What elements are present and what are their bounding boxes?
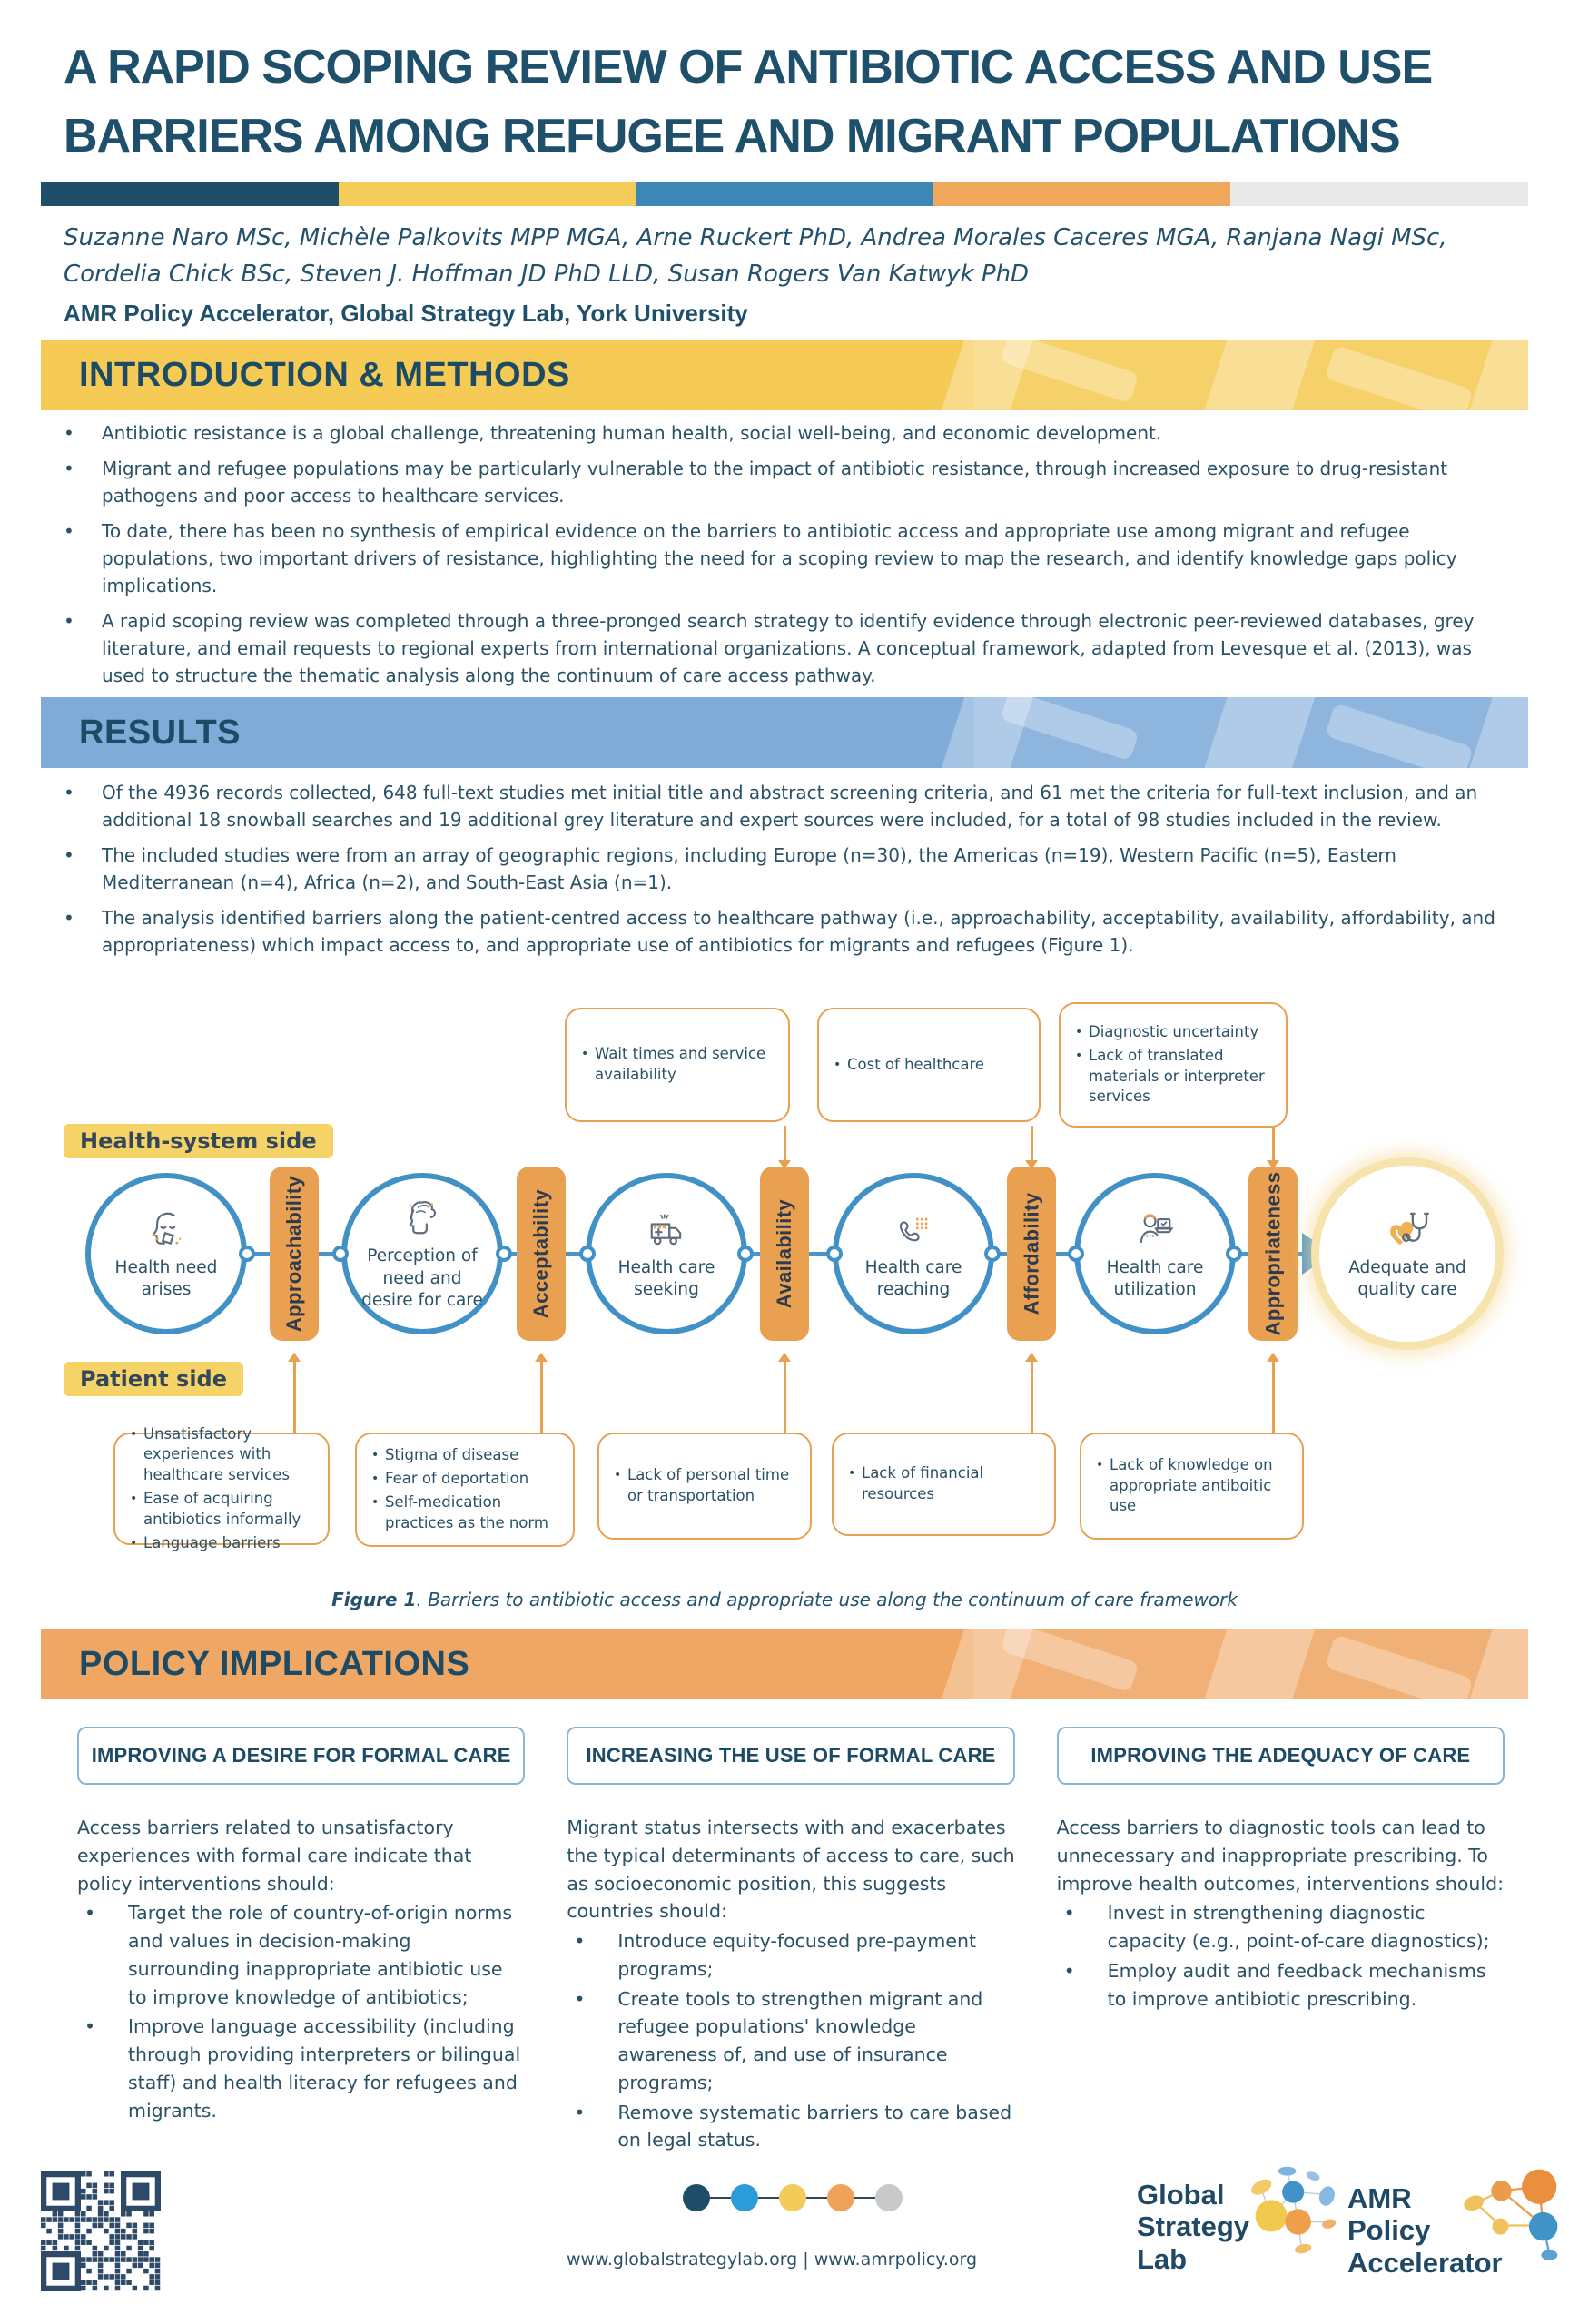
dot-blue: [731, 2184, 758, 2211]
callout-appropriateness-system: [1059, 1002, 1288, 1128]
policy-bullet: • Introduce equity-focused pre-payment programs;: [567, 1927, 1014, 1984]
footer: [0, 2142, 1569, 2324]
policy-bullet: • Target the role of country-of-origin norms and values in decision-making surrounding inappropriate antibiotic use to improve knowledge of antibiotics;: [77, 1899, 525, 2011]
arrow-up-icon: [540, 1354, 543, 1434]
stage-health-care-reaching: [833, 1173, 994, 1334]
sneeze-icon: [143, 1206, 190, 1254]
arrow-up-icon: [1272, 1354, 1275, 1434]
callout-item: • Wait times and service availability: [579, 1044, 775, 1086]
stage-label: Health need arises: [114, 1257, 218, 1299]
phone-dial-icon: [890, 1206, 937, 1254]
figure-caption-label: Figure 1: [331, 1589, 417, 1610]
section-title-policy: POLICY IMPLICATIONS: [79, 1644, 470, 1683]
arrow-down-icon: [1272, 1126, 1275, 1167]
dot-gray: [875, 2184, 903, 2211]
policy-bullet: • Invest in strengthening diagnostic capacity (e.g., point-of-care diagnostics);: [1057, 1899, 1505, 1955]
bar-yellow: [339, 182, 636, 206]
stage-health-need-arises: [85, 1173, 247, 1334]
connector-node: [332, 1246, 349, 1262]
policy-column-intro: Access barriers to diagnostic tools can lead to unnecessary and inappropriate prescribing. To improve health outcomes, interventions should:: [1056, 1817, 1504, 1895]
policy-column-intro: Migrant status intersects with and exacerbates the typical determinants of access to care, such as socioeconomic position, this suggests countries should:: [567, 1817, 1015, 1923]
policy-column-header: IMPROVING A DESIRE FOR FORMAL CARE: [77, 1727, 525, 1785]
policy-column-use: [567, 1727, 1014, 2154]
results-bullet: • The analysis identified barriers along the patient-centred access to healthcare pathway (i.e., approachability, acceptability, availability, affordability, and appropriateness) which impact access to, and appropriate use of antibiotics for migrants and refugees (Figure 1).: [54, 904, 1516, 959]
affiliation: AMR Policy Accelerator, Global Strategy Lab, York University: [64, 300, 748, 327]
figure-caption-text: . Barriers to antibiotic access and appropriate use along the continuum of care framework: [416, 1589, 1238, 1610]
callout-item: • Lack of knowledge on appropriate antiboitic use: [1094, 1455, 1289, 1517]
callout-acceptability-patient: [355, 1433, 575, 1547]
stage-health-care-seeking: [586, 1173, 747, 1334]
patient-side-label: Patient side: [64, 1362, 243, 1396]
section-title-intro: INTRODUCTION & METHODS: [79, 355, 570, 394]
person-laptop-icon: [1131, 1206, 1179, 1254]
stage-health-care-utilization: [1074, 1173, 1236, 1334]
bar-blue: [636, 182, 933, 206]
bar-gray: [1230, 182, 1528, 206]
health-system-side-label: Health-system side: [64, 1124, 333, 1158]
amr-logo-text: AMR: [1347, 2182, 1412, 2214]
arrow-up-icon: [1031, 1354, 1033, 1434]
callout-item: • Unsatisfactory experiences with healthcare services: [128, 1424, 315, 1486]
results-bullet: • Of the 4936 records collected, 648 full-text studies met initial title and abstract screening criteria, and 61 met the criteria for full-text inclusion, and an additional 18 snowball searches and 19 additional grey literature and expert sources were included, for a total of 98 studies included in the review.: [54, 779, 1516, 833]
results-bullet: • The included studies were from an array of geographic regions, including Europe (n=30), the Americas (n=19), Western Pacific (n=5), Eastern Mediterranean (n=4), Africa (n=2), and South-East Asia (n=1).: [54, 842, 1516, 896]
stage-label: Adequate and quality care: [1348, 1257, 1466, 1299]
callout-item: • Language barriers: [128, 1533, 315, 1554]
dot-navy: [683, 2184, 710, 2211]
connector-node: [579, 1246, 596, 1262]
callout-approachability-patient: [113, 1424, 330, 1551]
amr-network-icon: [1456, 2164, 1563, 2262]
policy-bullet: • Create tools to strengthen migrant and refugee populations' knowledge awareness of, and use of insurance programs;: [567, 1985, 1014, 2097]
arrow-down-icon: [784, 1126, 786, 1167]
callout-item: • Lack of financial resources: [846, 1463, 1041, 1505]
stage-adequate-quality-care: [1311, 1157, 1504, 1350]
gsl-logo-text: Strategy: [1137, 2211, 1250, 2243]
stage-label: Perception of need and desire for care: [361, 1246, 483, 1311]
qr-code: [41, 2171, 161, 2291]
callout-item: • Lack of personal time or transportation: [612, 1465, 797, 1507]
callout-item: • Lack of translated materials or interpreter services: [1073, 1046, 1273, 1108]
policy-column-header: INCREASING THE USE OF FORMAL CARE: [567, 1727, 1014, 1785]
arrow-down-icon: [1031, 1126, 1033, 1167]
dot-yellow: [779, 2184, 806, 2211]
callout-item: • Diagnostic uncertainty: [1073, 1022, 1273, 1043]
results-bullet-list: [54, 779, 1516, 967]
callout-availability-patient: [597, 1433, 812, 1540]
callout-item: • Ease of acquiring antibiotics informally: [128, 1489, 315, 1531]
policy-columns: [77, 1727, 1505, 2154]
intro-bullet: • Antibiotic resistance is a global challenge, threatening human health, social well-being, and economic development.: [54, 419, 1516, 447]
ambulance-icon: [643, 1206, 690, 1254]
authors-line-1: Suzanne Naro MSc, Michèle Palkovits MPP MGA, Arne Ruckert PhD, Andrea Morales Caceres MGA, Ranjana Nagi MSc,: [64, 224, 1447, 251]
connector-node: [826, 1246, 843, 1262]
arrow-up-icon: [784, 1354, 786, 1434]
connector-node: [496, 1246, 512, 1262]
figure-1-diagram: [0, 999, 1569, 1634]
connector-node: [1068, 1246, 1084, 1262]
footer-urls: www.globalstrategylab.org | www.amrpolicy.org: [566, 2250, 978, 2270]
section-banner-results: [41, 697, 1528, 768]
gsl-globe-icon: [1240, 2164, 1342, 2259]
intro-bullet: • Migrant and refugee populations may be particularly vulnerable to the impact of antibiotic resistance, through increased exposure to drug-resistant pathogens and poor access to healthcare services.: [54, 455, 1516, 509]
connector-node: [1226, 1246, 1242, 1262]
pill-acceptability: Acceptability: [517, 1167, 566, 1341]
heart-stethoscope-icon: [1382, 1206, 1433, 1254]
callout-item: • Cost of healthcare: [832, 1055, 1026, 1076]
stage-perception-of-need: [341, 1173, 503, 1334]
intro-bullet-list: [54, 419, 1516, 697]
policy-column-desire: [77, 1727, 525, 2154]
amr-logo-text: Policy: [1347, 2214, 1431, 2247]
connector-node: [239, 1246, 255, 1262]
intro-bullet: • To date, there has been no synthesis of empirical evidence on the barriers to antibiotic access and appropriate use among migrant and refugee populations, two important drivers of resistance, highlighting the need for a scoping review to map the research, and identify knowledge gaps policy implications.: [54, 517, 1516, 599]
amr-logo-text: Accelerator: [1347, 2246, 1503, 2279]
pill-affordability: Affordability: [1007, 1167, 1056, 1341]
section-banner-policy: [41, 1629, 1528, 1699]
stage-label: Health care seeking: [617, 1257, 715, 1299]
gsl-logo-text: Global: [1137, 2179, 1225, 2211]
stage-label: Health care utilization: [1106, 1257, 1204, 1299]
connector-node: [737, 1246, 754, 1262]
callout-item: • Stigma of disease: [370, 1445, 560, 1466]
stage-label: Health care reaching: [864, 1257, 962, 1299]
callout-affordability-system: [817, 1008, 1041, 1122]
dots-divider: [683, 2184, 903, 2211]
pill-approachability: Approachability: [270, 1167, 319, 1341]
global-strategy-lab-logo: [1137, 2179, 1342, 2275]
section-title-results: RESULTS: [79, 713, 242, 752]
policy-bullet: • Remove systematic barriers to care based on legal status.: [567, 2099, 1014, 2155]
title-line-1: A RAPID SCOPING REVIEW OF ANTIBIOTIC ACCESS AND USE: [64, 41, 1433, 94]
figure-caption: [0, 1589, 1569, 1610]
callout-item: • Self-medication practices as the norm: [370, 1492, 560, 1534]
authors: [64, 220, 1516, 293]
connector-node: [984, 1246, 1001, 1262]
intro-bullet: • A rapid scoping review was completed through a three-pronged search strategy to identify evidence through electronic peer-reviewed databases, grey literature, and email requests to regional experts from international organizations. A conceptual framework, adapted from Levesque et al. (2013), was used to structure the thematic analysis along the continuum of care access pathway.: [54, 607, 1516, 689]
pill-availability: Availability: [760, 1167, 809, 1341]
callout-item: • Fear of deportation: [370, 1469, 560, 1490]
bar-navy: [41, 182, 339, 206]
policy-bullet: • Improve language accessibility (including through providing interpreters or bilingual staff) and health literacy for refugees and migrants.: [77, 2013, 525, 2124]
accent-color-bar: [41, 182, 1528, 206]
authors-line-2: Cordelia Chick BSc, Steven J. Hoffman JD PhD LLD, Susan Rogers Van Katwyk PhD: [64, 261, 1030, 289]
policy-column-intro: Access barriers related to unsatisfactory experiences with formal care indicate that policy interventions should:: [77, 1817, 472, 1895]
pill-appropriateness: Appropriateness: [1248, 1167, 1298, 1341]
page-title: [64, 33, 1544, 172]
gsl-logo-text: Lab: [1137, 2242, 1188, 2275]
callout-appropriateness-patient: [1080, 1433, 1304, 1540]
callout-availability-system: [565, 1008, 790, 1122]
confused-head-icon: [399, 1195, 446, 1242]
policy-column-adequacy: [1057, 1727, 1505, 2154]
policy-column-header: IMPROVING THE ADEQUACY OF CARE: [1057, 1727, 1505, 1785]
bar-orange: [933, 182, 1231, 206]
callout-affordability-patient: [832, 1433, 1056, 1536]
amr-policy-accelerator-logo: [1347, 2182, 1563, 2279]
policy-bullet: • Employ audit and feedback mechanisms to improve antibiotic prescribing.: [1057, 1957, 1505, 2014]
title-line-2: BARRIERS AMONG REFUGEE AND MIGRANT POPULATIONS: [64, 110, 1400, 163]
section-banner-intro: [41, 340, 1528, 410]
dot-orange: [827, 2184, 854, 2211]
